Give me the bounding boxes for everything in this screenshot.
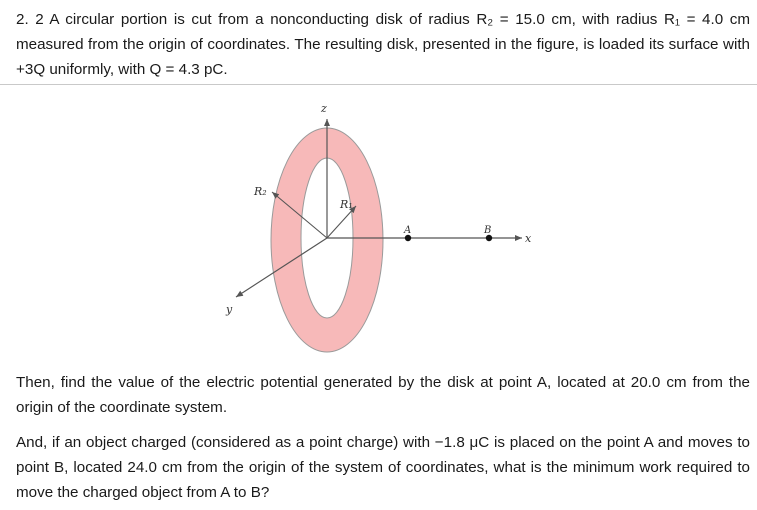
z-axis-label: z	[321, 102, 327, 115]
problem-intro-text: 2. 2 A circular portion is cut from a nonconducting disk of radius R₂ = 15.0 cm, with radius R₁ = 4.0 cm measured from the origin of coordinates. The resulting disk, presented in the figure, is loaded its surface with +3Q uniformly, with Q = 4.3 pC.	[16, 11, 750, 78]
x-axis-label: x	[525, 232, 532, 245]
point-a-label: A	[404, 225, 412, 236]
outer-radius-label: R₂	[254, 185, 267, 198]
question-potential-text: Then, find the value of the electric potential generated by the disk at point A, located at 20.0 cm from the origin of the coordinate system.	[16, 374, 750, 416]
inner-radius-label: R₁	[340, 198, 353, 211]
point-b-label: B	[484, 225, 492, 236]
y-axis-label: y	[226, 303, 233, 316]
question-work-text: And, if an object charged (considered as a point charge) with −1.8 μC is placed on the point A and moves to point B, located 24.0 cm from the origin of the system of coordinates, what is the minimum work required to move the charged object from A to B?	[16, 434, 750, 501]
